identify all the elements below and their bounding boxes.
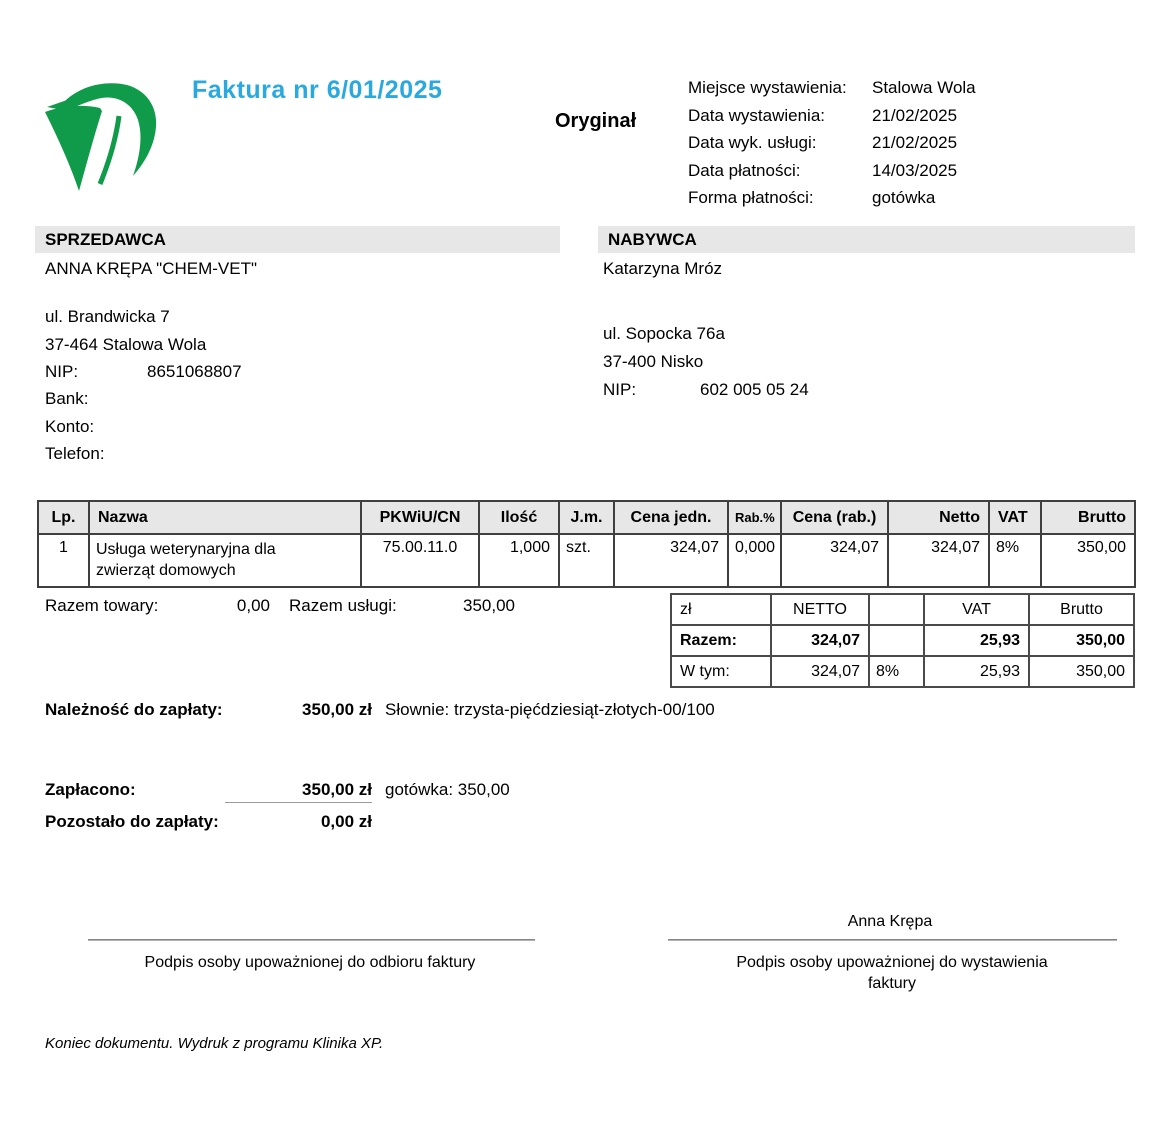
buyer-section-header: NABYWCA (598, 226, 1135, 253)
summary-breakdown-gross: 350,00 (1029, 656, 1134, 687)
invoice-title: Faktura nr 6/01/2025 (192, 76, 443, 104)
item-discount: 0,000 (728, 534, 781, 587)
amount-due-label: Należność do zapłaty: (45, 700, 223, 719)
vat-summary-breakdown-row (671, 656, 1134, 687)
summary-breakdown-net: 324,07 (771, 656, 869, 687)
chem-vet-logo-icon (43, 78, 170, 196)
signature-caption-left: Podpis osoby upoważnionej do odbioru faktury (144, 954, 476, 971)
col-header-vat: VAT (989, 501, 1041, 534)
items-table (37, 500, 1136, 588)
meta-row-issue-date (688, 102, 976, 130)
paid-label: Zapłacono: (45, 780, 136, 799)
invoice-meta (688, 74, 976, 212)
meta-value: 21/02/2025 (872, 133, 958, 153)
item-qty: 1,000 (479, 534, 559, 587)
summary-breakdown-vat: 25,93 (924, 656, 1029, 687)
summary-total-label: Razem: (671, 625, 771, 656)
vat-summary-total-row (671, 625, 1134, 656)
meta-label: Data wystawienia: (688, 105, 826, 125)
seller-phone-label: Telefon: (45, 444, 105, 463)
summary-empty-header (869, 594, 924, 625)
summary-breakdown-rate: 8% (869, 656, 924, 687)
seller-nip-value: 8651068807 (147, 362, 242, 381)
seller-city: 37-464 Stalowa Wola (45, 335, 207, 354)
col-header-gross: Brutto (1041, 501, 1135, 534)
meta-value: gotówka (872, 188, 936, 208)
item-vat: 8% (989, 534, 1041, 587)
copy-type-label: Oryginał (555, 110, 637, 132)
seller-bank-label: Bank: (45, 389, 89, 408)
item-name: Usługa weterynaryjna dla zwierząt domowych (96, 541, 276, 579)
col-header-name: Nazwa (89, 501, 361, 534)
signature-name-right: Anna Krępa (847, 913, 933, 930)
buyer-nip-label: NIP: (603, 380, 637, 399)
seller-street: ul. Brandwicka 7 (45, 307, 170, 326)
paid-underline-divider (225, 802, 372, 803)
summary-total-rate (869, 625, 924, 656)
amount-due-value: 350,00 zł (302, 700, 372, 719)
item-unit-price: 324,07 (614, 534, 728, 587)
vat-summary-table (670, 593, 1135, 688)
seller-section-header: SPRZEDAWCA (35, 226, 560, 253)
paid-value: 350,00 zł (302, 780, 372, 799)
meta-value: 14/03/2025 (872, 160, 958, 180)
totals-goods-value: 0,00 (236, 596, 270, 615)
item-price-disc: 324,07 (781, 534, 888, 587)
vat-summary-header-row (671, 594, 1134, 625)
col-header-unit-price: Cena jedn. (614, 501, 728, 534)
buyer-nip-value: 602 005 05 24 (700, 380, 809, 399)
paid-method: gotówka: 350,00 (385, 780, 510, 799)
meta-label: Data wyk. usługi: (688, 133, 817, 153)
col-header-net: Netto (888, 501, 989, 534)
col-header-pkwiu: PKWiU/CN (361, 501, 479, 534)
summary-gross-header: Brutto (1029, 594, 1134, 625)
col-header-price-disc: Cena (rab.) (781, 501, 888, 534)
summary-vat-header: VAT (924, 594, 1029, 625)
summary-net-header: NETTO (771, 594, 869, 625)
meta-label: Forma płatności: (688, 188, 814, 208)
seller-name: ANNA KRĘPA "CHEM-VET" (45, 259, 258, 278)
summary-total-net: 324,07 (771, 625, 869, 656)
meta-row-service-date (688, 129, 976, 157)
item-gross: 350,00 (1041, 534, 1135, 587)
buyer-street: ul. Sopocka 76a (603, 324, 725, 343)
item-lp: 1 (38, 534, 89, 587)
col-header-discount: Rab.% (728, 501, 781, 534)
item-unit: szt. (559, 534, 614, 587)
meta-label: Data płatności: (688, 160, 801, 180)
meta-value: 21/02/2025 (872, 105, 958, 125)
buyer-nip-row (603, 380, 809, 400)
totals-goods-label: Razem towary: (45, 596, 159, 615)
seller-nip-row (45, 362, 242, 382)
item-net: 324,07 (888, 534, 989, 587)
signature-line-left (88, 939, 535, 941)
seller-nip-label: NIP: (45, 362, 79, 381)
remaining-label: Pozostało do zapłaty: (45, 812, 219, 831)
meta-label: Miejsce wystawienia: (688, 78, 847, 97)
buyer-city: 37-400 Nisko (603, 352, 704, 371)
col-header-lp: Lp. (38, 501, 89, 534)
signature-caption-right: Podpis osoby upoważnionej do wystawienia faktury (736, 954, 1048, 992)
meta-row-payment-form (688, 184, 976, 212)
seller-account-label: Konto: (45, 417, 95, 436)
col-header-unit: J.m. (559, 501, 614, 534)
totals-services-label: Razem usługi: (289, 596, 397, 615)
totals-services-value: 350,00 (463, 596, 515, 615)
summary-currency-header: zł (671, 594, 771, 625)
summary-breakdown-label: W tym: (671, 656, 771, 687)
item-row (38, 534, 1135, 587)
remaining-value: 0,00 zł (320, 812, 372, 831)
item-pkwiu: 75.00.11.0 (361, 534, 479, 587)
col-header-qty: Ilość (479, 501, 559, 534)
footer-note: Koniec dokumentu. Wydruk z programu Klinika XP. (45, 1035, 384, 1052)
items-table-header-row (38, 501, 1135, 534)
meta-row-due-date (688, 157, 976, 185)
summary-total-vat: 25,93 (924, 625, 1029, 656)
meta-value: Stalowa Wola (872, 78, 976, 97)
signature-line-right (668, 939, 1117, 941)
amount-in-words: Słownie: trzysta-pięćdziesiąt-złotych-00/100 (385, 700, 715, 719)
meta-row-place (688, 74, 976, 102)
buyer-name: Katarzyna Mróz (603, 259, 723, 278)
summary-total-gross: 350,00 (1029, 625, 1134, 656)
